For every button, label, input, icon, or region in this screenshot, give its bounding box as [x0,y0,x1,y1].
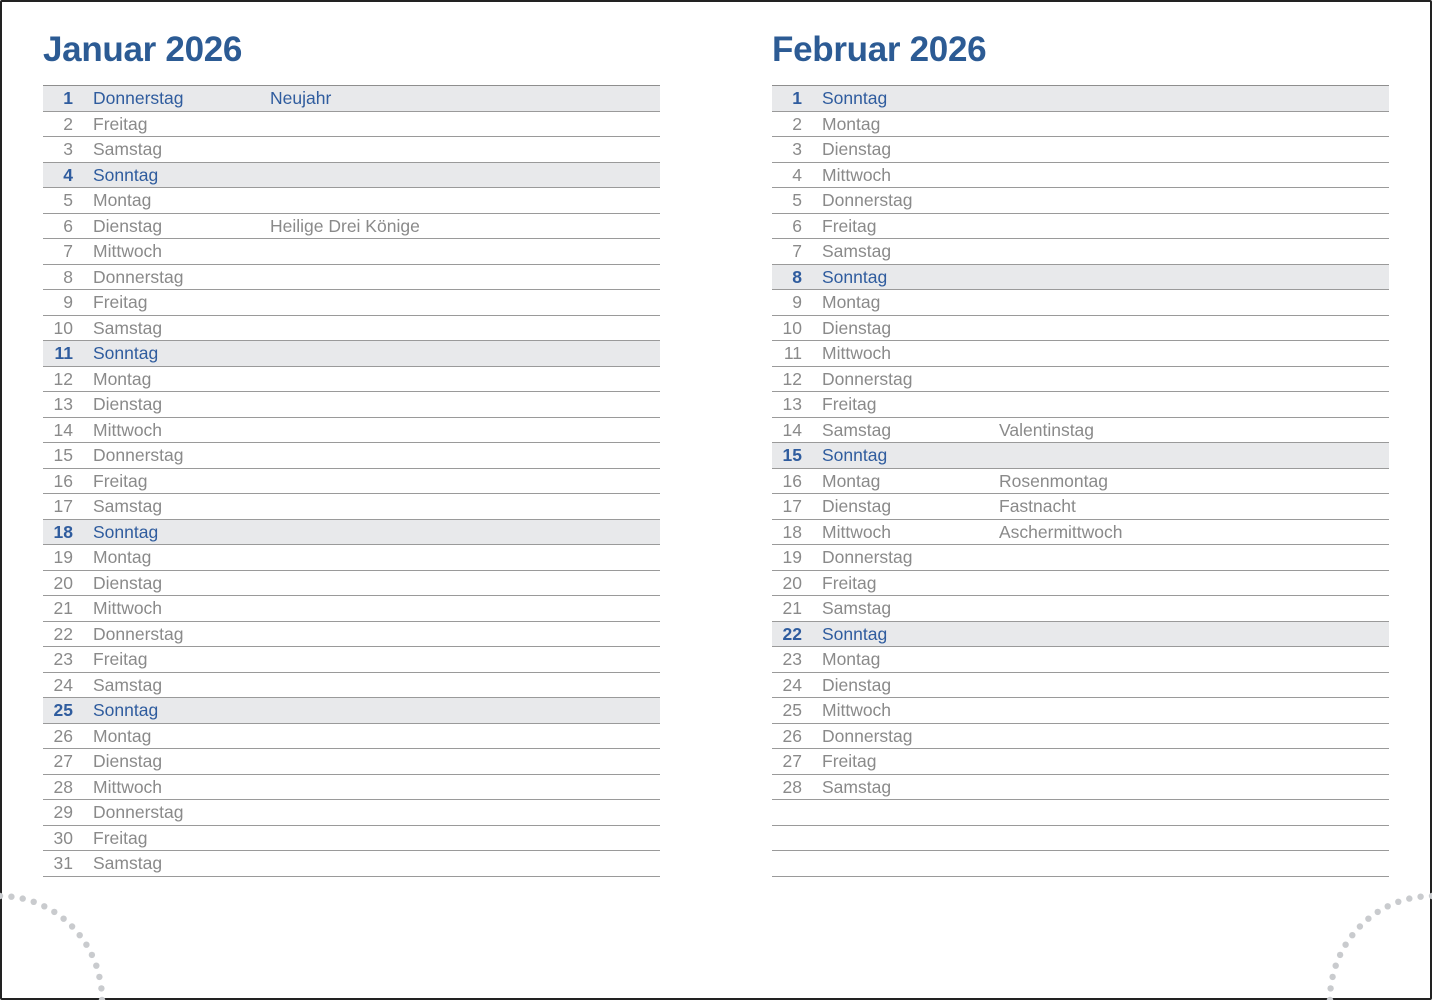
day-row [772,622,1389,648]
day-row [43,724,660,750]
weekday-name: Samstag [93,853,163,873]
day-number: 13 [53,394,73,414]
weekday-name: Dienstag [822,139,892,159]
day-row [43,851,660,877]
day-row [43,698,660,724]
weekday-name: Mittwoch [822,343,892,363]
day-row [43,188,660,214]
day-row [43,494,660,520]
weekday-name: Samstag [93,674,163,695]
day-number: 16 [782,470,802,491]
day-row [772,239,1389,265]
holiday-name: Neujahr [270,88,332,108]
holiday-name: Valentinstag [999,419,1095,440]
decorative-dot [1375,909,1381,915]
day-row [43,775,660,801]
decorative-dot [83,942,89,948]
day-number: 23 [53,649,73,669]
day-list [772,85,1389,877]
decorative-dot-arc-right [1292,880,1432,1000]
day-row [772,673,1389,699]
decorative-dot [1342,942,1348,948]
day-number: 15 [782,445,802,465]
weekday-name: Montag [822,649,881,669]
decorative-dot [20,895,26,901]
day-number: 5 [63,190,73,210]
day-number: 6 [63,215,73,236]
day-number: 1 [792,88,802,108]
decorative-dot [1365,916,1371,922]
day-number: 25 [782,700,802,720]
day-list [43,85,660,877]
day-number: 31 [53,853,73,873]
weekday-name: Sonntag [93,521,159,542]
day-row [43,826,660,852]
weekday-name: Samstag [93,317,163,338]
day-row [772,112,1389,138]
holiday-name: Heilige Drei Könige [270,215,420,236]
weekday-name: Samstag [822,241,892,261]
weekday-name: Mittwoch [93,776,163,797]
weekday-name: Dienstag [822,674,892,695]
day-number: 26 [782,725,802,746]
decorative-dot [60,916,66,922]
weekday-name: Dienstag [93,572,163,593]
weekday-name: Sonntag [93,164,159,185]
day-number: 17 [782,496,802,516]
weekday-name: Freitag [822,215,877,236]
weekday-name: Freitag [822,751,877,771]
day-row [43,392,660,418]
weekday-name: Dienstag [822,317,892,338]
day-number: 25 [53,700,73,720]
empty-row [772,851,1389,877]
holiday-name: Rosenmontag [999,470,1108,491]
weekday-name: Donnerstag [822,725,913,746]
weekday-name: Samstag [93,139,163,159]
weekday-name: Montag [93,547,152,567]
weekday-name: Freitag [93,113,148,134]
weekday-name: Freitag [822,394,877,414]
day-row [43,341,660,367]
day-number: 24 [53,674,73,695]
day-row [772,265,1389,291]
day-number: 19 [782,547,802,567]
decorative-dot [1417,894,1423,900]
day-row [43,112,660,138]
decorative-dot [41,903,47,909]
weekday-name: Mittwoch [822,521,892,542]
day-number: 7 [792,241,802,261]
day-number: 3 [63,139,73,159]
day-number: 27 [53,751,73,771]
day-row [43,673,660,699]
day-row [43,596,660,622]
day-row [43,469,660,495]
decorative-dot [77,932,83,938]
day-row [772,163,1389,189]
day-number: 13 [782,394,802,414]
day-row [43,443,660,469]
weekday-name: Mittwoch [93,598,163,618]
empty-row [772,800,1389,826]
day-row [43,367,660,393]
weekday-name: Donnerstag [93,88,184,108]
day-row [43,749,660,775]
decorative-dot [51,909,57,915]
decorative-dot [1349,932,1355,938]
decorative-dot [0,893,3,899]
weekday-name: Donnerstag [822,190,913,210]
decorative-dot [1395,899,1401,905]
day-number: 8 [63,266,73,287]
weekday-name: Freitag [93,470,148,491]
weekday-name: Donnerstag [93,802,184,822]
day-number: 19 [53,547,73,567]
day-row [772,86,1389,112]
day-number: 7 [63,241,73,261]
day-number: 2 [792,113,802,134]
day-row [772,443,1389,469]
day-row [43,163,660,189]
day-row [43,316,660,342]
decorative-dot [89,952,95,958]
day-row [772,647,1389,673]
weekday-name: Sonntag [822,88,888,108]
weekday-name: Montag [93,190,152,210]
day-row [772,469,1389,495]
weekday-name: Sonntag [93,700,159,720]
decorative-dot [8,894,14,900]
day-number: 18 [53,521,73,542]
day-row [43,545,660,571]
decorative-dot [1337,952,1343,958]
day-number: 5 [792,190,802,210]
day-number: 30 [53,827,73,848]
holiday-name: Aschermittwoch [999,521,1123,542]
month-title: Februar 2026 [772,30,987,69]
day-row [43,418,660,444]
weekday-name: Dienstag [822,496,892,516]
decorative-dot [1357,923,1363,929]
weekday-name: Montag [93,368,152,389]
day-number: 14 [782,419,802,440]
day-row [772,137,1389,163]
day-row [43,290,660,316]
day-number: 21 [782,598,802,618]
day-row [772,545,1389,571]
decorative-dot [1327,985,1333,991]
weekday-name: Samstag [822,598,892,618]
day-number: 12 [782,368,802,389]
day-row [772,392,1389,418]
weekday-name: Sonntag [822,445,888,465]
day-row [43,647,660,673]
day-number: 20 [53,572,73,593]
weekday-name: Freitag [93,827,148,848]
day-number: 10 [53,317,73,338]
weekday-name: Mittwoch [93,241,163,261]
decorative-dot [31,899,37,905]
day-number: 4 [63,164,73,185]
day-row [43,239,660,265]
weekday-name: Donnerstag [93,623,184,644]
day-row [772,520,1389,546]
decorative-dot-arc-left [0,880,140,1000]
day-number: 2 [63,113,73,134]
decorative-dot [1385,903,1391,909]
day-row [772,494,1389,520]
day-number: 21 [53,598,73,618]
day-row [772,316,1389,342]
day-row [43,520,660,546]
day-row [43,571,660,597]
day-number: 23 [782,649,802,669]
weekday-name: Samstag [822,776,892,797]
weekday-name: Mittwoch [822,164,892,185]
day-row [772,571,1389,597]
weekday-name: Sonntag [822,266,888,287]
weekday-name: Montag [93,725,152,746]
day-row [772,214,1389,240]
weekday-name: Samstag [822,419,892,440]
day-row [772,775,1389,801]
empty-row [772,826,1389,852]
day-row [43,800,660,826]
day-number: 6 [792,215,802,236]
day-row [772,188,1389,214]
weekday-name: Freitag [822,572,877,593]
weekday-name: Donnerstag [822,368,913,389]
weekday-name: Montag [822,113,881,134]
decorative-dot [1333,963,1339,969]
day-row [772,367,1389,393]
weekday-name: Montag [822,470,881,491]
weekday-name: Samstag [93,496,163,516]
day-number: 22 [782,623,802,644]
decorative-dot [69,923,75,929]
day-row [772,290,1389,316]
day-number: 11 [54,343,73,363]
weekday-name: Donnerstag [93,266,184,287]
day-row [43,137,660,163]
weekday-name: Dienstag [93,215,163,236]
day-number: 16 [53,470,73,491]
day-number: 11 [783,343,802,363]
day-number: 14 [53,419,73,440]
weekday-name: Mittwoch [93,419,163,440]
day-row [43,622,660,648]
day-row [772,724,1389,750]
weekday-name: Dienstag [93,751,163,771]
day-number: 29 [53,802,73,822]
day-number: 22 [53,623,73,644]
day-number: 18 [782,521,802,542]
day-row [772,698,1389,724]
day-number: 12 [53,368,73,389]
weekday-name: Donnerstag [93,445,184,465]
month-title: Januar 2026 [43,30,243,69]
weekday-name: Mittwoch [822,700,892,720]
day-number: 26 [53,725,73,746]
day-number: 27 [782,751,802,771]
day-number: 24 [782,674,802,695]
weekday-name: Sonntag [822,623,888,644]
day-number: 28 [53,776,73,797]
day-number: 28 [782,776,802,797]
day-row [772,749,1389,775]
decorative-dot [98,985,104,991]
weekday-name: Freitag [93,649,148,669]
weekday-name: Dienstag [93,394,163,414]
decorative-dot [1329,974,1335,980]
day-number: 15 [53,445,73,465]
day-number: 9 [63,292,73,312]
holiday-name: Fastnacht [999,496,1076,516]
weekday-name: Sonntag [93,343,159,363]
day-row [43,214,660,240]
day-row [43,86,660,112]
day-row [43,265,660,291]
day-number: 10 [782,317,802,338]
decorative-dot [96,974,102,980]
weekday-name: Donnerstag [822,547,913,567]
day-number: 8 [792,266,802,287]
day-number: 1 [63,88,73,108]
day-number: 17 [53,496,73,516]
weekday-name: Montag [822,292,881,312]
decorative-dot [93,963,99,969]
weekday-name: Freitag [93,292,148,312]
day-row [772,418,1389,444]
day-number: 3 [792,139,802,159]
day-row [772,596,1389,622]
day-number: 20 [782,572,802,593]
decorative-dot [1406,895,1412,901]
day-number: 4 [792,164,802,185]
day-number: 9 [792,292,802,312]
day-row [772,341,1389,367]
